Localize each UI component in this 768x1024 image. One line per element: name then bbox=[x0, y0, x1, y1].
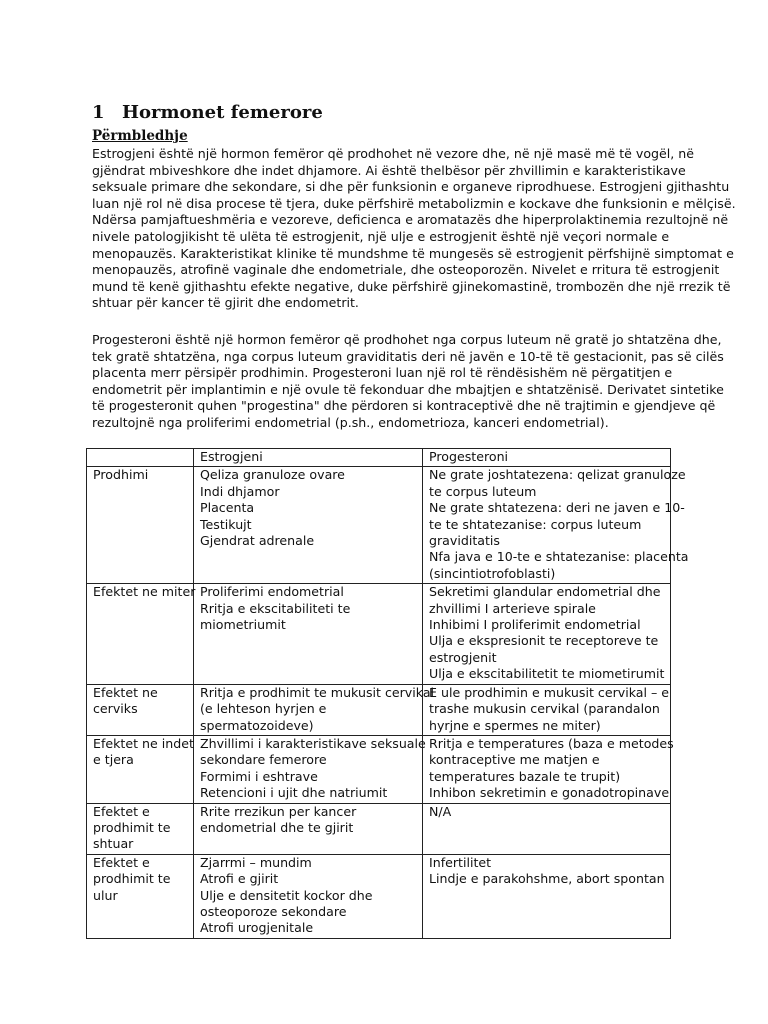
cell-line: te te shtatezanise: corpus luteum bbox=[429, 516, 642, 532]
cell-line: e tjera bbox=[93, 752, 134, 768]
paragraph-line: menopauzës. Karakteristikat klinike të mundshme të mungesës së estrogjenit përfshijnë simptomat e bbox=[92, 245, 734, 261]
cell-line: prodhimit te bbox=[93, 819, 171, 835]
paragraph-line: endometrit për implantimin e një ovule të fekonduar dhe mbajtjen e shtatzënisë. Derivatet sintetike bbox=[92, 381, 724, 397]
cell-line: (e lehteson hyrjen e bbox=[200, 701, 327, 717]
paragraph-line: të progesteronit quhen "progestina" dhe përdoren si kontraceptivë dhe në trajtimin e gjendjeve që bbox=[92, 398, 716, 414]
cell-line: Prodhimi bbox=[93, 467, 149, 483]
estrogen-paragraph bbox=[92, 146, 736, 312]
progesterone-cell bbox=[423, 467, 689, 584]
paragraph-line: Estrogjeni është një hormon femëror që prodhohet në vezore dhe, në një masë më të vogël, në bbox=[92, 146, 695, 161]
cell-line: Placenta bbox=[200, 500, 255, 516]
paragraph-line: gjëndrat mbiveshkore dhe indet dhjamore. Ai është thelbësor për zhvillimin e karakteristikave bbox=[92, 162, 686, 178]
cell-line: kontraceptive me matjen e bbox=[429, 752, 600, 768]
table-header-cell: Progesteroni bbox=[423, 449, 671, 467]
cell-line: Rrite rrezikun per kancer bbox=[200, 803, 357, 819]
cell-line: Efektet ne miter bbox=[93, 584, 196, 600]
cell-line: miometriumit bbox=[200, 617, 286, 633]
estrogen-cell bbox=[194, 735, 426, 803]
cell-line: Efektet ne bbox=[93, 684, 158, 700]
cell-line: hyrjne e spermes ne miter) bbox=[429, 717, 601, 733]
cell-line: Retencioni i ujit dhe natriumit bbox=[200, 785, 388, 801]
cell-line: cerviks bbox=[93, 701, 138, 717]
cell-line: Nfa java e 10-te e shtatezanise: placenta bbox=[429, 549, 689, 565]
cell-line: Proliferimi endometrial bbox=[200, 584, 344, 600]
progesterone-cell bbox=[423, 803, 671, 854]
table-row bbox=[87, 584, 671, 684]
cell-line: N/A bbox=[429, 803, 452, 819]
paragraph-line: tek gratë shtatzëna, nga corpus luteum graviditatis deri në javën e 10-të të gestacionit, pas së cilës bbox=[92, 348, 724, 364]
cell-line: (sincintiotrofoblasti) bbox=[429, 565, 556, 581]
cell-line: sekondare femerore bbox=[200, 752, 327, 768]
estrogen-cell bbox=[194, 684, 435, 735]
table-row bbox=[87, 735, 671, 803]
estrogen-cell bbox=[194, 854, 423, 938]
cell-line: graviditatis bbox=[429, 533, 500, 549]
cell-line: ulur bbox=[93, 887, 118, 903]
cell-line: Efektet e bbox=[93, 854, 150, 870]
cell-line: Ulja e ekspresionit te receptoreve te bbox=[429, 633, 659, 649]
cell-line: Rritja e ekscitabiliteti te bbox=[200, 600, 351, 616]
estrogen-cell bbox=[194, 467, 423, 584]
paragraph-line: placenta merr përsipër prodhimin. Progesteroni luan një rol të rëndësishëm në përgatitjen e bbox=[92, 365, 673, 381]
cell-line: Sekretimi glandular endometrial dhe bbox=[429, 584, 661, 600]
cell-line: endometrial dhe te gjirit bbox=[200, 819, 354, 835]
row-label-cell bbox=[87, 735, 194, 803]
paragraph-line: Progesteroni është një hormon femëror që prodhohet nga corpus luteum në gratë jo shtatzëna dhe, bbox=[92, 332, 722, 347]
cell-line: Zhvillimi i karakteristikave seksuale bbox=[200, 735, 426, 751]
progesterone-cell bbox=[423, 684, 671, 735]
cell-line: Inhibon sekretimin e gonadotropinave bbox=[429, 785, 670, 801]
cell-line: Infertilitet bbox=[429, 854, 492, 870]
row-label-cell bbox=[87, 684, 194, 735]
paragraph-line: nivele patologjikisht të ulëta të estrogjenit, një ulje e estrogjenit është një veçori normale e bbox=[92, 228, 670, 244]
progesterone-cell bbox=[423, 584, 671, 684]
cell-line: Indi dhjamor bbox=[200, 483, 280, 499]
table-header-row bbox=[87, 449, 671, 467]
row-label-cell bbox=[87, 467, 194, 584]
paragraph-line: luan një rol në disa procese të tjera, duke përfshirë metabolizmin e kockave dhe funksionin e mëlçisë. bbox=[92, 195, 736, 211]
cell-line: Lindje e parakohshme, abort spontan bbox=[429, 871, 665, 887]
cell-line: temperatures bazale te trupit) bbox=[429, 768, 621, 784]
cell-line: Ulja e ekscitabilitetit te miometirumit bbox=[429, 666, 665, 682]
row-label-cell bbox=[87, 803, 194, 854]
section-heading bbox=[92, 102, 323, 123]
cell-line: E ule prodhimin e mukusit cervikal – e bbox=[429, 684, 670, 700]
table-header-cell: Estrogjeni bbox=[194, 449, 423, 467]
cell-line: te corpus luteum bbox=[429, 483, 537, 499]
cell-line: spermatozoideve) bbox=[200, 717, 314, 733]
cell-line: osteoporoze sekondare bbox=[200, 903, 347, 919]
paragraph-line: mund të kenë gjithashtu efekte negative, duke përfshirë gjinekomastinë, trombozën dhe një rrezik të bbox=[92, 278, 731, 294]
cell-line: estrogjenit bbox=[429, 649, 497, 665]
table-row bbox=[87, 684, 671, 735]
cell-line: trashe mukusin cervikal (parandalon bbox=[429, 701, 660, 717]
table-row bbox=[87, 803, 671, 854]
cell-line: prodhimit te bbox=[93, 871, 171, 887]
cell-line: Ulje e densitetit kockor dhe bbox=[200, 887, 373, 903]
row-label-cell bbox=[87, 584, 194, 684]
progesterone-cell bbox=[423, 735, 674, 803]
paragraph-line: seksuale primare dhe sekondare, si dhe për funksionin e organeve riprodhuese. Estrogjeni gjithashtu bbox=[92, 179, 730, 195]
progesterone-cell bbox=[423, 854, 671, 938]
table-row bbox=[87, 467, 671, 584]
cell-line: Testikujt bbox=[200, 516, 252, 532]
cell-line: Atrofi urogjenitale bbox=[200, 920, 314, 936]
cell-line: Ne grate shtatezena: deri ne javen e 10- bbox=[429, 500, 685, 516]
cell-line: Atrofi e gjirit bbox=[200, 871, 279, 887]
cell-line: Formimi i eshtrave bbox=[200, 768, 318, 784]
estrogen-cell bbox=[194, 803, 423, 854]
summary-subheading: Përmbledhje bbox=[92, 128, 188, 144]
table-row bbox=[87, 854, 671, 938]
section-number: 1 bbox=[92, 102, 105, 123]
cell-line: Efektet ne indet bbox=[93, 735, 194, 751]
cell-line: Zjarrmi – mundim bbox=[200, 854, 312, 870]
estrogen-cell bbox=[194, 584, 423, 684]
progesterone-paragraph bbox=[92, 332, 724, 432]
paragraph-line: rezultojnë nga proliferimi endometrial (p.sh., endometrioza, kanceri endometrial). bbox=[92, 414, 609, 430]
table-header-cell bbox=[87, 449, 194, 467]
cell-line: Gjendrat adrenale bbox=[200, 533, 315, 549]
paragraph-line: menopauzës, atrofinë vaginale dhe endometriale, dhe osteoporozën. Nivelet e rritura të estrogjenit bbox=[92, 262, 720, 278]
cell-line: Ne grate joshtatezena: qelizat granuloze bbox=[429, 467, 686, 483]
paragraph-line: shtuar për kancer të gjirit dhe endometrit. bbox=[92, 295, 359, 311]
cell-line: Efektet e bbox=[93, 803, 150, 819]
cell-line: shtuar bbox=[93, 836, 134, 852]
paragraph-line: Ndërsa pamjaftueshmëria e vezoreve, deficienca e aromatazës dhe hiperprolaktinemia rezultojnë në bbox=[92, 212, 729, 228]
cell-line: Inhibimi I proliferimit endometrial bbox=[429, 617, 641, 633]
cell-line: Rritja e temperatures (baza e metodes bbox=[429, 735, 674, 751]
row-label-cell bbox=[87, 854, 194, 938]
hormones-comparison-table bbox=[86, 448, 689, 939]
cell-line: zhvillimi I arterieve spirale bbox=[429, 600, 596, 616]
cell-line: Qeliza granuloze ovare bbox=[200, 467, 345, 483]
cell-line: Rritja e prodhimit te mukusit cervikal bbox=[200, 684, 435, 700]
section-title: Hormonet femerore bbox=[122, 102, 323, 123]
